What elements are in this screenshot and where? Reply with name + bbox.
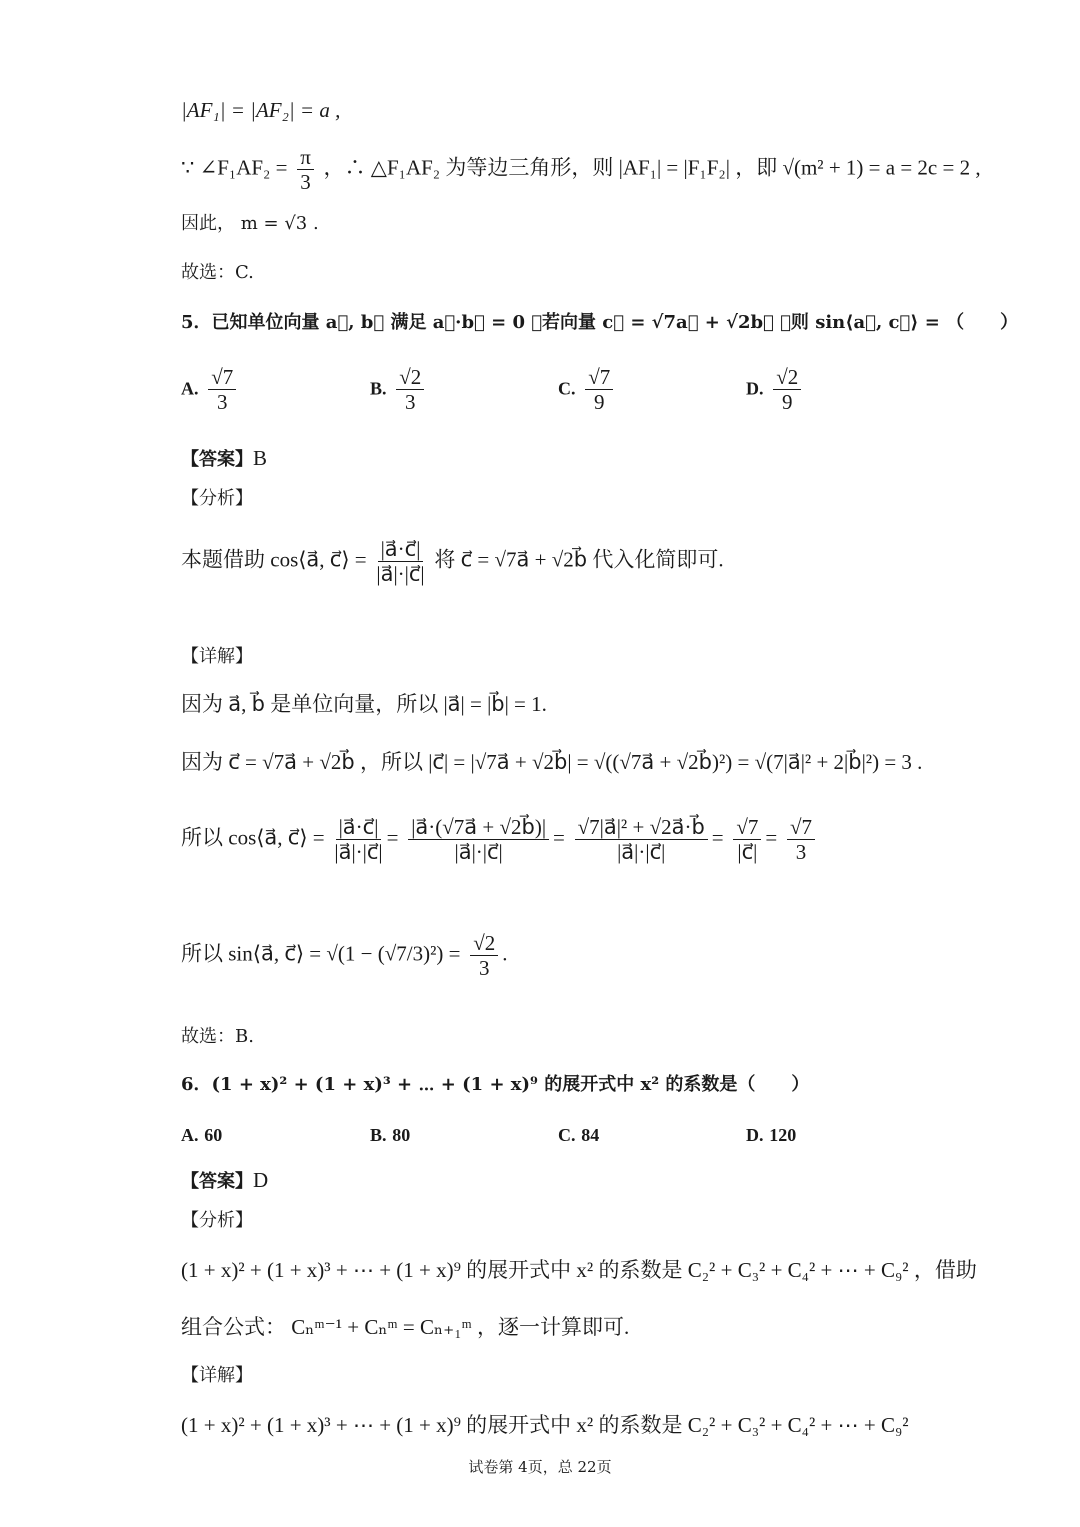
fraction-numerator: √7: [733, 816, 761, 840]
option-value: 80: [392, 1125, 411, 1145]
fraction-step-2: [408, 816, 549, 863]
q5-analysis-line: [181, 538, 724, 585]
fraction-denominator: |a⃗|·|c⃗|: [454, 840, 503, 865]
q6-option-c: [558, 1125, 599, 1146]
cos-prefix: 所以 cos⟨a⃗, c⃗⟩ =: [181, 825, 325, 850]
fraction-step-4: [733, 816, 761, 863]
fraction-denominator: 9: [782, 390, 793, 415]
cos-fraction: [376, 538, 424, 585]
q6-option-d: [746, 1125, 796, 1146]
q5-detail-line-1: 因为 a⃗, b⃗ 是单位向量，所以 |a⃗| = |b⃗| = 1.: [181, 692, 547, 716]
q6-analysis-line-2: 组合公式： Cₙᵐ⁻¹ + Cₙᵐ = Cₙ₊₁ᵐ ，逐一计算即可.: [181, 1315, 630, 1339]
fraction-step-3: [575, 816, 708, 863]
fraction-denominator: 3: [300, 170, 311, 195]
option-value: 84: [581, 1125, 600, 1145]
option-fraction: [208, 366, 236, 413]
choice-c-line: 故选：C.: [181, 262, 254, 283]
pi-over-three-fraction: [297, 146, 314, 193]
fraction-numerator: √7: [585, 366, 613, 390]
angle-equation: ∵ ∠F₁AF₂ =: [181, 155, 288, 180]
fraction-numerator: |a⃗·c⃗|: [336, 816, 382, 840]
option-label: C.: [558, 378, 576, 399]
equation-af-equal: |AF₁| = |AF₂| = a ,: [181, 98, 341, 122]
fraction-numerator: |a⃗·c⃗|: [378, 538, 424, 562]
option-fraction: [585, 366, 613, 413]
answer-tag: 【答案】: [181, 1171, 253, 1192]
q5-option-d: [746, 366, 805, 413]
option-label: A.: [181, 378, 199, 399]
fraction-denominator: 9: [594, 390, 605, 415]
fraction-denominator: |a⃗|·|c⃗|: [334, 840, 383, 865]
option-label: B.: [370, 1125, 387, 1145]
option-label: A.: [181, 1125, 199, 1145]
option-value: 120: [769, 1125, 797, 1145]
q5-option-b: [370, 366, 428, 413]
therefore-m-line: 因此， m = √3 .: [181, 213, 319, 234]
option-fraction: [773, 366, 801, 413]
q6-option-a: [181, 1125, 222, 1146]
fraction-numerator: √2: [470, 932, 498, 956]
q5-detail-line-3: 所以 cos⟨a⃗, c⃗⟩ = $\frac{|a⃗\cdot c⃗|}{|a⃗|\cdot|c⃗|}$ = $\frac{|a⃗\cdot(√7a⃗ + √2b⃗)|}{|a⃗|\cdot|c⃗|}$ = $\frac{\text{√7|a⃗|² + √2a⃗·b⃗}}{|a⃗|\cdot|c⃗|}$ = $\frac{√7}{|c⃗|}$ = $\frac{√7}{3}$: [181, 816, 819, 863]
analysis-formula: 本题借助 cos⟨a⃗, c⃗⟩ =: [181, 547, 367, 572]
answer-tag: 【答案】: [181, 449, 253, 470]
question-5-stem: 5．已知单位向量 a⃗, b⃗ 满足 a⃗·b⃗ = 0 ，若向量 c⃗ = √7a⃗ + √2b⃗ ，则 sin⟨a⃗, c⃗⟩ = （ ）: [181, 312, 1019, 333]
fraction-numerator: √2: [773, 366, 801, 390]
fraction-denominator: |a⃗|·|c⃗|: [376, 562, 425, 587]
fraction-denominator: 3: [479, 956, 490, 981]
q5-detail-line-2: 因为 c⃗ = √7a⃗ + √2b⃗ ，所以 |c⃗| = |√7a⃗ + √2b⃗| = √((√7a⃗ + √2b⃗)²) = √(7|a⃗|² + 2|b⃗|²) = 3 .: [181, 750, 923, 774]
fraction-denominator: |c⃗|: [737, 840, 758, 865]
equilateral-conclusion: ，∴ △F₁AF₂ 为等边三角形，则 |AF₁| = |F₁F₂| ，即 √(m² + 1) = a = 2c = 2 ,: [323, 155, 981, 180]
fraction-numerator: √7|a⃗|² + √2a⃗·b⃗: [575, 816, 708, 840]
option-fraction: [396, 366, 424, 413]
answer-value: B: [253, 446, 268, 470]
answer-value: D: [253, 1168, 269, 1192]
fraction-denominator: 3: [405, 390, 416, 415]
fraction-denominator: |a⃗|·|c⃗|: [617, 840, 666, 865]
option-label: B.: [370, 378, 387, 399]
q5-detail-line-4: 所以 sin⟨a⃗, c⃗⟩ = √(1 − (√7/3)²) = $\frac{√2}{3}$ .: [181, 931, 508, 981]
option-label: D.: [746, 1125, 764, 1145]
fraction-numerator: √7: [787, 816, 815, 840]
sin-prefix: 所以 sin⟨a⃗, c⃗⟩ = √(1 − (√7/3)²) =: [181, 941, 461, 966]
q5-option-c: [558, 366, 617, 413]
q6-analysis-tag: 【分析】: [181, 1210, 253, 1231]
q6-detail-tag: 【详解】: [181, 1365, 253, 1386]
option-value: 60: [204, 1125, 223, 1145]
q5-analysis-tag: 【分析】: [181, 488, 253, 509]
analysis-substitution: 将 c⃗ = √7a⃗ + √2b⃗ 代入化简即可.: [434, 547, 724, 572]
question-6-stem: 6．(1 + x)² + (1 + x)³ + ⋯ + (1 + x)⁹ 的展开式中 x² 的系数是（ ）: [181, 1074, 810, 1095]
q5-conclusion: 故选：B.: [181, 1026, 254, 1047]
q6-detail-line-1: (1 + x)² + (1 + x)³ + ⋯ + (1 + x)⁹ 的展开式中 x² 的系数是 C₂² + C₃² + C₄² + ⋯ + C₉²: [181, 1413, 909, 1437]
fraction-denominator: 3: [795, 840, 807, 865]
q6-option-b: [370, 1125, 410, 1146]
page-footer: 试卷第 4页，总 22页: [468, 1458, 612, 1476]
fraction-numerator: |a⃗·(√7a⃗ + √2b⃗)|: [408, 816, 549, 840]
equilateral-triangle-line: [181, 146, 981, 193]
fraction-numerator: √2: [396, 366, 424, 390]
fraction-step-5: [787, 816, 815, 863]
q6-analysis-line-1: (1 + x)² + (1 + x)³ + ⋯ + (1 + x)⁹ 的展开式中 x² 的系数是 C₂² + C₃² + C₄² + ⋯ + C₉² ，借助: [181, 1258, 977, 1282]
q5-option-a: [181, 366, 240, 413]
fraction-denominator: 3: [217, 390, 228, 415]
option-label: D.: [746, 378, 764, 399]
sin-result-fraction: [470, 932, 498, 979]
option-label: C.: [558, 1125, 576, 1145]
q5-detail-tag: 【详解】: [181, 646, 253, 667]
q6-answer-line: [181, 1168, 268, 1193]
fraction-numerator: √7: [208, 366, 236, 390]
fraction-numerator: π: [297, 146, 314, 170]
q5-answer-line: [181, 446, 267, 471]
fraction-step-1: [334, 816, 382, 863]
